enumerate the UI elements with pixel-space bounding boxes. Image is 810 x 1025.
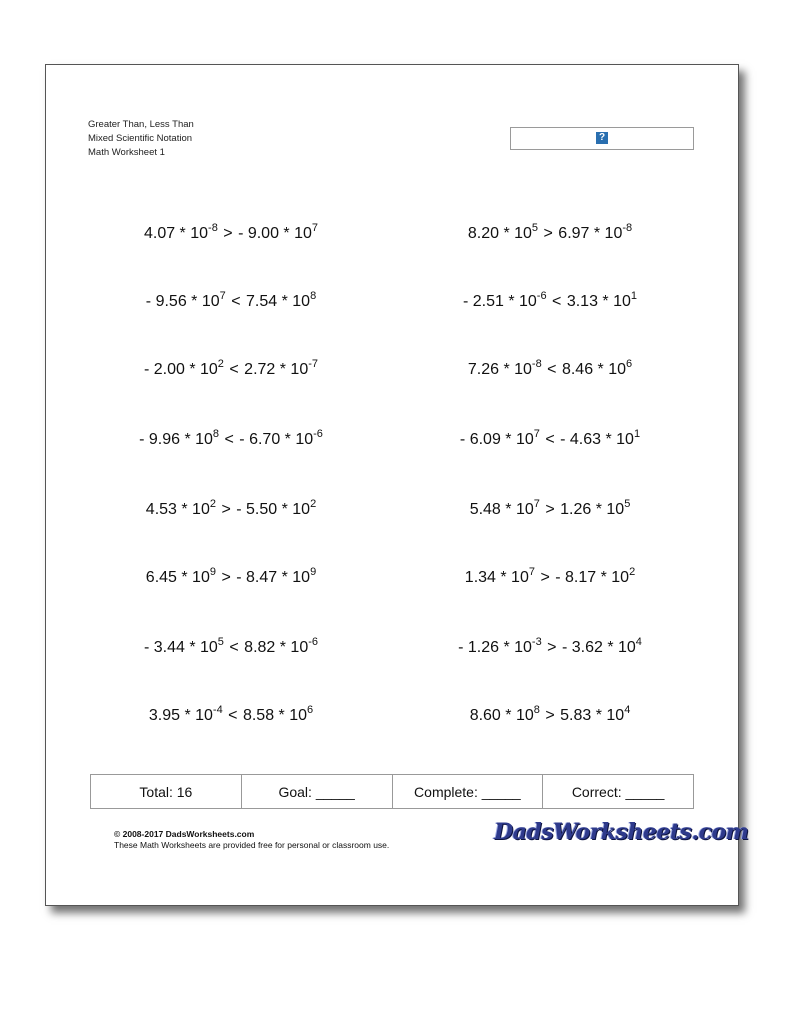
problem-9 [111, 498, 351, 519]
right-exponent: 4 [624, 704, 631, 716]
copyright-line: © 2008-2017 DadsWorksheets.com [114, 829, 255, 839]
problem-4 [430, 290, 670, 311]
right-mantissa: 8.58 * 10 [242, 707, 308, 724]
answer-key-box [510, 127, 694, 150]
right-exponent: 8 [310, 290, 317, 302]
left-mantissa: 1.34 * 10 [464, 569, 529, 586]
right-mantissa: - 8.47 * 10 [236, 569, 311, 586]
right-exponent: -7 [308, 358, 319, 370]
comparison-symbol: > [543, 225, 553, 242]
heading-line-1: Greater Than, Less Than [88, 119, 194, 130]
left-exponent: 5 [531, 222, 539, 234]
left-mantissa: 5.48 * 10 [469, 501, 534, 518]
left-mantissa: - 1.26 * 10 [458, 639, 532, 656]
right-mantissa: - 6.70 * 10 [239, 431, 314, 448]
right-mantissa: - 4.63 * 10 [560, 431, 634, 448]
left-exponent: 7 [533, 428, 540, 440]
problem-7 [111, 428, 351, 449]
comparison-symbol: < [229, 639, 239, 656]
problem-6 [430, 358, 670, 379]
goal-cell: Goal: _____ [242, 775, 393, 808]
right-mantissa: - 5.50 * 10 [236, 501, 311, 518]
left-mantissa: - 9.96 * 10 [139, 431, 213, 448]
left-mantissa: - 2.51 * 10 [462, 293, 537, 310]
left-exponent: 7 [219, 290, 226, 302]
right-mantissa: - 3.62 * 10 [561, 639, 636, 656]
comparison-symbol: > [221, 569, 231, 586]
left-exponent: 2 [217, 358, 224, 370]
left-exponent: 7 [533, 498, 540, 510]
problem-15 [111, 704, 351, 725]
problem-11 [111, 566, 351, 587]
comparison-symbol: < [224, 431, 234, 448]
comparison-symbol: < [547, 361, 557, 378]
left-mantissa: 6.45 * 10 [145, 569, 210, 586]
problem-14 [430, 636, 670, 657]
right-mantissa: - 8.17 * 10 [555, 569, 630, 586]
problem-5 [111, 358, 351, 379]
comparison-symbol: > [547, 639, 557, 656]
left-mantissa: 4.53 * 10 [145, 501, 210, 518]
problem-8 [430, 428, 670, 449]
left-mantissa: - 9.56 * 10 [145, 293, 220, 310]
right-exponent: 1 [633, 428, 641, 440]
right-exponent: 7 [311, 222, 319, 234]
right-exponent: 6 [307, 704, 314, 716]
left-mantissa: 3.95 * 10 [148, 707, 213, 724]
left-exponent: 8 [533, 704, 540, 716]
right-mantissa: 7.54 * 10 [246, 293, 311, 310]
right-exponent: 2 [310, 498, 317, 510]
left-exponent: -4 [212, 704, 223, 716]
problem-2 [430, 222, 670, 243]
right-exponent: 1 [630, 290, 638, 302]
correct-cell: Correct: _____ [571, 783, 665, 800]
comparison-symbol: > [545, 501, 555, 518]
left-exponent: -8 [208, 222, 218, 234]
right-mantissa: 8.46 * 10 [561, 361, 627, 378]
left-exponent: -6 [536, 290, 547, 302]
left-mantissa: 7.26 * 10 [467, 361, 532, 378]
left-exponent: 2 [209, 498, 216, 510]
question-mark-icon[interactable]: ? [596, 132, 608, 144]
heading-line-3: Math Worksheet 1 [88, 147, 165, 158]
comparison-symbol: > [223, 225, 233, 242]
total-cell: Total: 16 [91, 775, 242, 808]
left-mantissa: - 3.44 * 10 [143, 639, 218, 656]
right-exponent: 5 [624, 498, 631, 510]
left-exponent: 9 [209, 566, 216, 578]
comparison-symbol: < [552, 293, 562, 310]
comparison-symbol: < [231, 293, 241, 310]
problem-10 [430, 498, 670, 519]
right-mantissa: 6.97 * 10 [558, 225, 623, 242]
left-exponent: 7 [528, 566, 535, 578]
right-mantissa: 3.13 * 10 [566, 293, 631, 310]
problem-16 [430, 704, 670, 725]
comparison-symbol: > [545, 707, 555, 724]
right-mantissa: 2.72 * 10 [244, 361, 309, 378]
problem-1 [111, 222, 351, 243]
heading-line-2: Mixed Scientific Notation [88, 133, 193, 144]
left-exponent: 5 [217, 636, 224, 648]
worksheet-page [45, 64, 749, 906]
complete-cell: Complete: _____ [393, 775, 544, 808]
right-exponent: -8 [622, 222, 633, 234]
right-exponent: 6 [626, 358, 633, 370]
left-mantissa: 8.20 * 10 [467, 225, 532, 242]
comparison-symbol: > [221, 501, 231, 518]
comparison-symbol: > [540, 569, 550, 586]
right-exponent: 2 [629, 566, 636, 578]
right-exponent: 9 [310, 566, 317, 578]
right-exponent: -6 [308, 636, 319, 648]
right-exponent: -6 [313, 428, 323, 440]
problem-13 [111, 636, 351, 657]
problem-12 [430, 566, 670, 587]
dadsworksheets-logo[interactable]: DadsWorksheets.com [494, 819, 749, 845]
right-mantissa: 5.83 * 10 [560, 707, 625, 724]
right-exponent: 4 [635, 636, 642, 648]
right-mantissa: 8.82 * 10 [244, 639, 309, 656]
left-mantissa: - 6.09 * 10 [459, 431, 534, 448]
score-table [90, 774, 694, 809]
copyright-notice [114, 829, 389, 851]
left-exponent: -3 [531, 636, 542, 648]
right-mantissa: - 9.00 * 10 [238, 225, 312, 242]
problem-3 [111, 290, 351, 311]
left-exponent: 8 [212, 428, 220, 440]
comparison-symbol: < [228, 707, 238, 724]
worksheet-heading [88, 118, 194, 160]
left-exponent: -8 [531, 358, 542, 370]
comparison-symbol: < [545, 431, 555, 448]
right-mantissa: 1.26 * 10 [560, 501, 625, 518]
comparison-symbol: < [229, 361, 239, 378]
left-mantissa: 8.60 * 10 [469, 707, 534, 724]
left-mantissa: - 2.00 * 10 [143, 361, 218, 378]
usage-line: These Math Worksheets are provided free for personal or classroom use. [114, 840, 390, 850]
left-mantissa: 4.07 * 10 [143, 225, 209, 242]
